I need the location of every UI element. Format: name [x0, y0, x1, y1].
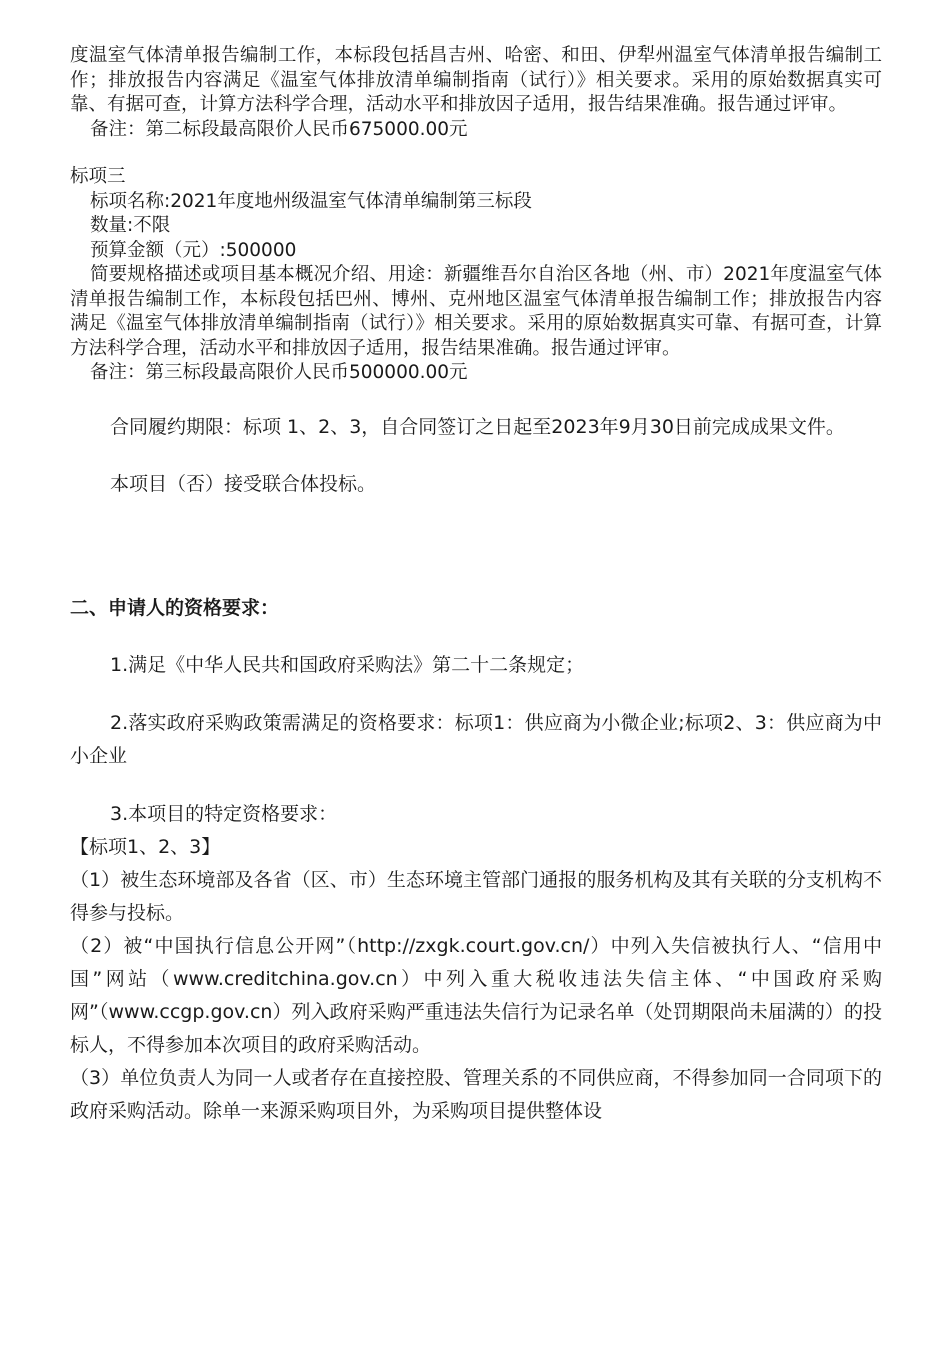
lots-label: 【标项1、2、3】 — [70, 835, 221, 858]
consortium-statement: 本项目（否）接受联合体投标。 — [110, 472, 377, 495]
requirement-3: （3）单位负责人为同一人或者存在直接控股、管理关系的不同供应商，不得参加同一合同项下的政府采购活动。除单一来源采购项目外，为采购项目提供整体设 — [70, 1066, 882, 1122]
lot3-heading: 标项三 — [70, 166, 126, 187]
qualification-item-1: 1.满足《中华人民共和国政府采购法》第二十二条规定； — [110, 653, 585, 676]
requirement-2: （2）被“中国执行信息公开网”（http://zxgk.court.gov.cn/）中列入失信被执行人、“信用中国”网站（www.creditchina.gov.cn）中列入重大税收违法失信主体、“中国政府采购网”（www.ccgp.gov.cn）列入政府采购严重违法失信行为记录名单（处罚期限尚未届满的）的投标人，不得参加本次项目的政府采购活动。 — [70, 934, 882, 1056]
contract-term: 合同履约期限：标项 1、2、3，自合同签订之日起至2023年9月30日前完成成果文件。 — [110, 415, 845, 438]
qualification-heading: 二、申请人的资格要求： — [70, 596, 280, 619]
qualification-item-3: 3.本项目的特定资格要求： — [110, 802, 338, 825]
lot3-budget: 预算金额（元）:500000 — [90, 239, 297, 261]
lot2-description-continued: 度温室气体清单报告编制工作，本标段包括昌吉州、哈密、和田、伊犁州温室气体清单报告编制工作；排放报告内容满足《温室气体排放清单编制指南（试行）》相关要求。采用的原始数据真实可靠、有据可查，计算方法科学合理，活动水平和排放因子适用，报告结果准确。报告通过评审。 — [70, 45, 882, 115]
lot2-note: 备注：第二标段最高限价人民币675000.00元 — [90, 118, 468, 140]
lot3-name: 标项名称:2021年度地州级温室气体清单编制第三标段 — [90, 190, 532, 212]
lot3-description: 简要规格描述或项目基本概况介绍、用途：新疆维吾尔自治区各地（州、市）2021年度温室气体清单报告编制工作，本标段包括巴州、博州、克州地区温室气体清单报告编制工作；排放报告内容满足《温室气体排放清单编制指南（试行）》相关要求。采用的原始数据真实可靠、有据可查，计算方法科学合理，活动水平和排放因子适用，报告结果准确。报告通过评审。 — [70, 264, 882, 359]
lot3-note: 备注：第三标段最高限价人民币500000.00元 — [90, 362, 468, 383]
qualification-item-2: 2.落实政府采购政策需满足的资格要求：标项1：供应商为小微企业;标项2、3：供应商为中小企业 — [70, 711, 882, 767]
requirement-1: （1）被生态环境部及各省（区、市）生态环境主管部门通报的服务机构及其有关联的分支机构不得参与投标。 — [70, 868, 882, 924]
lot3-quantity: 数量:不限 — [90, 215, 171, 236]
document-page — [70, 44, 882, 1128]
